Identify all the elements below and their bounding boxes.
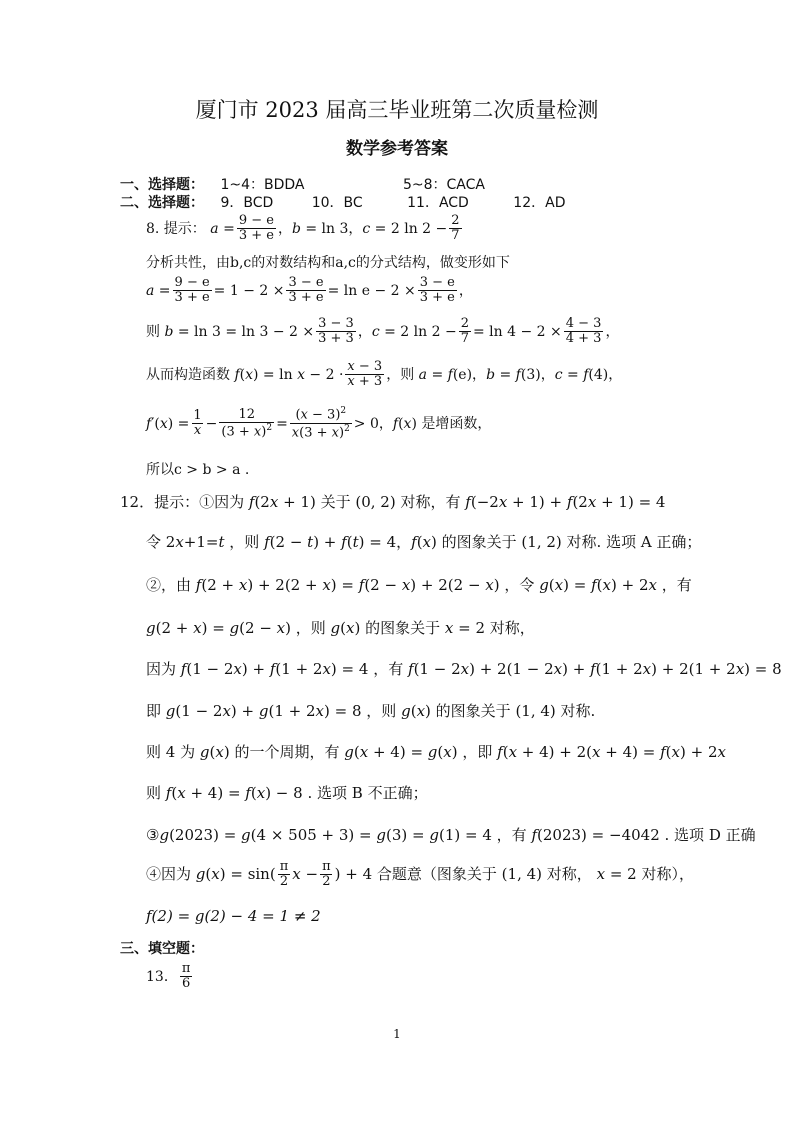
q12-line7: 则 4 为 g(x) 的一个周期，有 g(x + 4) = g(x) ，即 f(x + 4) + 2(x + 4) = f(x) + 2x bbox=[146, 743, 726, 761]
answers-5-8: 5~8：CACA bbox=[402, 177, 485, 193]
page-title: 厦门市 2023 届高三毕业班第二次质量检测 bbox=[195, 98, 599, 122]
section1-row bbox=[120, 177, 485, 194]
answers-1-4: 1~4：BDDA bbox=[220, 177, 305, 193]
answer-9: 9．BCD bbox=[220, 195, 274, 211]
section3-label: 三、填空题： bbox=[120, 941, 204, 957]
q8-hint-line: 8. 提示： a = $\frac{9 - e}{3 + e}$ ，b = ln 3，c = 2 ln 2 − $\frac{2}{7}$ bbox=[146, 213, 460, 244]
q12-line5: 因为 f(1 − 2x) + f(1 + 2x) = 4 ，有 f(1 − 2x) + 2(1 − 2x) + f(1 + 2x) + 2(1 + 2x) = 8 bbox=[146, 660, 782, 678]
q8-analysis: 分析共性，由b,c的对数结构和a,c的分式结构，做变形如下 bbox=[146, 255, 510, 271]
q12-line8: 则 f(x + 4) = f(x) − 8 . 选项 B 不正确； bbox=[146, 784, 428, 802]
answer-11: 11．ACD bbox=[407, 195, 469, 211]
page-number: 1 bbox=[393, 1027, 401, 1041]
q12-line10: ④因为 g(x) = sin( $\frac{\pi}{2}$ x − $\frac{\pi}{2}$ ) + 4 合题意（图象关于 (1, 4) 对称， x = 2 对称）， bbox=[146, 859, 694, 890]
q8-derivative: f′(x) = $\frac{1}{x}$ − $\frac{12}{(3 + x)^2}$ = $\frac{(x - 3)^2}{x(3 + x)^2}$ > 0，f(x) 是增函数， bbox=[146, 406, 492, 440]
q8-eq-bc: 则 b = ln 3 = ln 3 − 2 × $\frac{3 - 3}{3 + 3}$ ，c = 2 ln 2 − $\frac{2}{7}$ = ln 4 − 2 × $\frac{4 - 3}{4 + 3}$ ， bbox=[146, 316, 620, 347]
q13-answer: 13． $\frac{\pi}{6}$ bbox=[146, 961, 191, 992]
q12-line3: ②，由 f(2 + x) + 2(2 + x) = f(2 − x) + 2(2 − x) ，令 g(x) = f(x) + 2x ，有 bbox=[146, 576, 692, 594]
section2-row bbox=[120, 195, 565, 212]
q8-eq-a: a = $\frac{9 - e}{3 + e}$ = 1 − 2 × $\frac{3 - e}{3 + e}$ = ln e − 2 × $\frac{3 - e}{3 + e}$ ， bbox=[146, 275, 473, 306]
q12-line4: g(2 + x) = g(2 − x) ，则 g(x) 的图象关于 x = 2 对称， bbox=[146, 619, 535, 637]
page-subtitle: 数学参考答案 bbox=[346, 139, 448, 159]
q12-line9: ③g(2023) = g(4 × 505 + 3) = g(3) = g(1) = 4 ，有 f(2023) = −4042 . 选项 D 正确 bbox=[146, 826, 756, 844]
section1-label: 一、选择题： bbox=[120, 177, 204, 193]
section2-label: 二、选择题： bbox=[120, 195, 204, 211]
q12-line1: 12．提示：①因为 f(2x + 1) 关于 (0, 2) 对称，有 f(−2x + 1) + f(2x + 1) = 4 bbox=[120, 493, 666, 511]
q8-conclusion: 所以c > b > a . bbox=[146, 462, 250, 478]
q8-hint-label: 8. 提示： bbox=[146, 221, 206, 238]
q12-line11: f(2) = g(2) − 4 = 1 ≠ 2 bbox=[146, 907, 321, 925]
answer-10: 10．BC bbox=[311, 195, 363, 211]
q12-line6: 即 g(1 − 2x) + g(1 + 2x) = 8 ，则 g(x) 的图象关于 (1, 4) 对称. bbox=[146, 702, 596, 720]
answer-12: 12．AD bbox=[513, 195, 566, 211]
q8-construct: 从而构造函数 f(x) = ln x − 2 · $\frac{x - 3}{x + 3}$ ，则 a = f(e)，b = f(3)，c = f(4)， bbox=[146, 359, 623, 390]
q12-line2: 令 2x+1=t ，则 f(2 − t) + f(t) = 4，f(x) 的图象关于 (1, 2) 对称. 选项 A 正确； bbox=[146, 533, 702, 551]
